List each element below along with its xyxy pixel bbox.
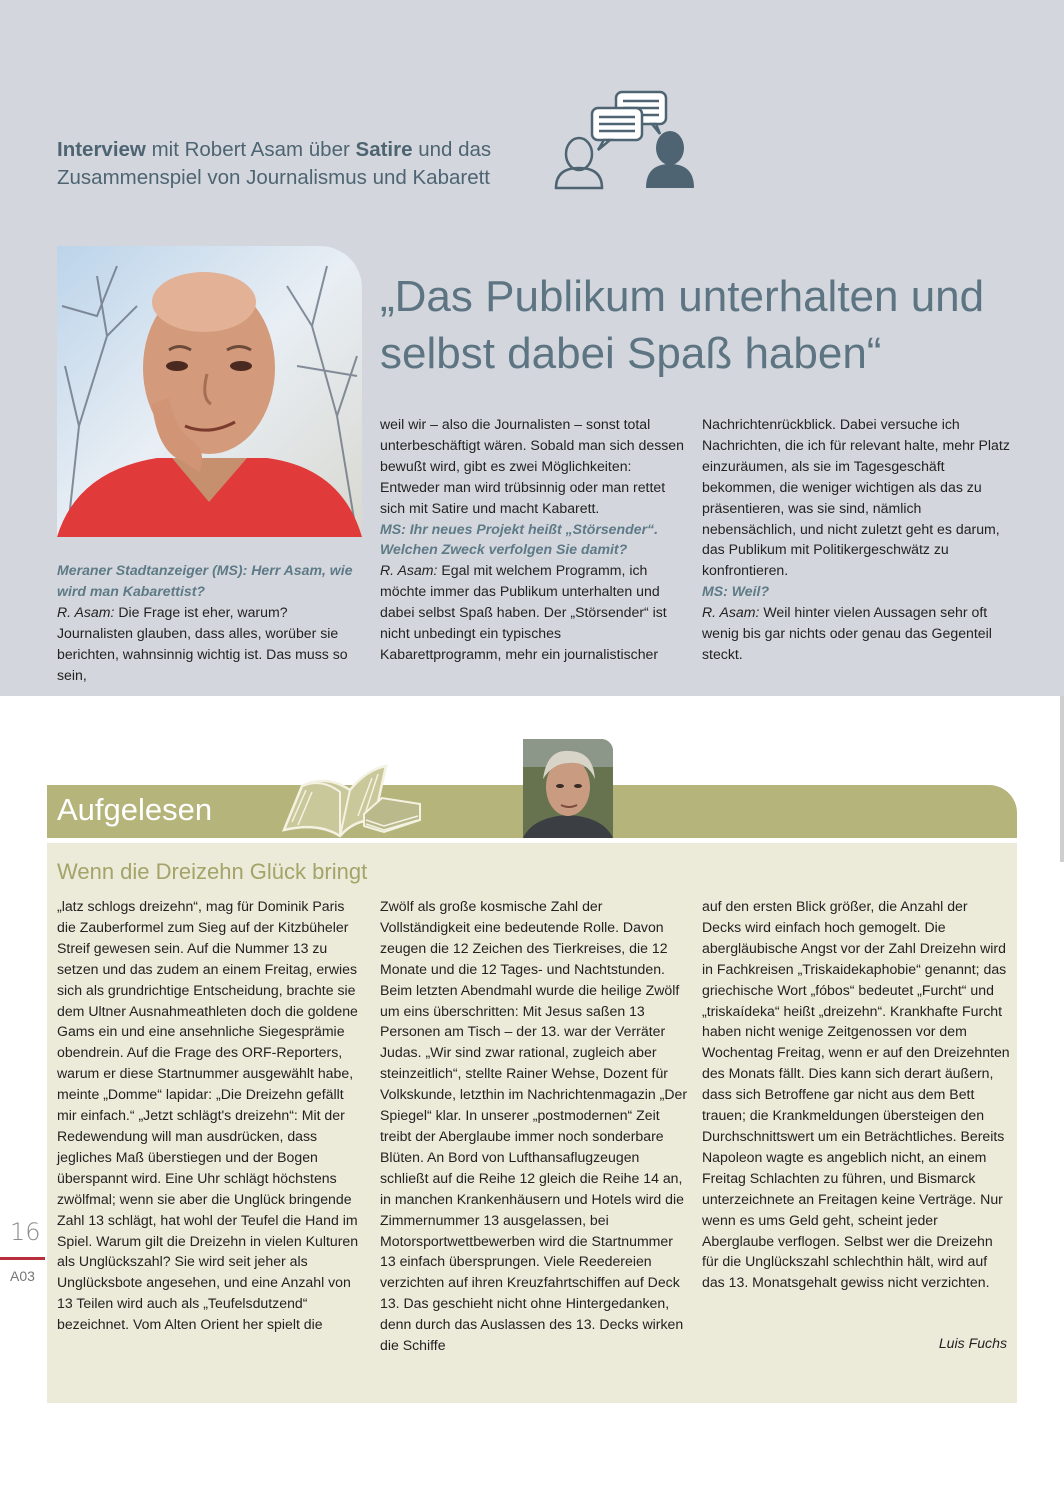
intro-bold-satire: Satire (355, 138, 413, 161)
answer-3-text: Weil hinter vielen Aussagen sehr oft wenig bis gar nichts oder genau das Gegenteil steckt. (702, 604, 992, 662)
article-column-1: „latz schlogs dreizehn“, mag für Dominik Paris die Zauberformel zum Sieg auf der Kitzbüheler Streif gewesen sein. Auf die Nummer 13 zu setzen und das zudem an einem Freitag, erwies sich als grundrichtige Entscheidung, brachte sie dem Ultner Ausnahmeathleten doch die goldene Gams ein und eine ansehnliche Siegesprämie obendrein. Auf die Frage des ORF-Reporters, warum er diese Startnummer ausgewählt habe, meinte „Domme“ lapidar: „Die Dreizehn gefällt mir einfach.“ „Jetzt schlägt's dreizehn“: Mit der Redewendung will man ausdrücken, dass jegliches Maß überstiegen und der Bogen überspannt wird. Eine Uhr schlägt höchstens zwölfmal; wenn sie aber die Unglück bringende Zahl 13 schlägt, hat wohl der Teufel die Hand im Spiel. Warum gilt die Dreizehn in vielen Kulturen als Unglückszahl? Sie wird seit jeher als Unglücksbote angesehen, und eine Anzahl von 13 Teilen wird auch als „Teufelsdutzend“ bezeichnet. Vom Alten Orient her spielt die (57, 898, 359, 1333)
portrait-photo-author (523, 739, 613, 838)
headline-line-2: selbst dabei Spaß haben“ (380, 329, 882, 378)
article-column-3: auf den ersten Blick größer, die Anzahl der Decks wird einfach hoch gemogelt. Die abergläubische Angst vor der Zahl Dreizehn wird in Fachkreisen „Triskaidekaphobie“ genannt; das griechische Wort „fóbos“ bedeutet „Furcht“ und „triskaídeka“ heißt „dreizehn“. Krankhafte Furcht haben nicht wenige Zeitgenossen vor dem Wochentag Freitag, wenn er auf den Dreizehnten des Monats fällt. Dies kann sich derart äußern, dass sich Betroffene gar nicht aus dem Bett trauen; die Krankmeldungen übersteigen den Durchschnittswert um ein Beträchtliches. Bereits Napoleon wagte es angeblich nicht, an einem Freitag Schlachten zu führen, und Bismarck unterzeichnete an Freitagen keine Verträge. Nur wenn es ums Geld geht, scheint jeder Aberglaube verflogen. Selbst wer die Dreizehn für die Unglückszahl schlechthin hält, wird auf das 13. Monatsgehalt gewiss nicht verzichten. (702, 898, 1010, 1291)
answer-1 (57, 602, 363, 686)
headline-line-1: „Das Publikum unterhalten und (380, 272, 985, 321)
answer-2-continued: Nachrichtenrückblick. Dabei versuche ich Nachrichten, die ich für relevant halte, mehr Platz einzuräumen, als sie im Tagesgeschäft bekommen, die weniger wichtigen als das zu präsentieren, was sie sind, nämlich nebensächlich, und nicht zuletzt geht es darum, das Publikum mit Politikergeschwätz zu konfrontieren. (702, 416, 1010, 579)
speaker-label: R. Asam: (57, 603, 115, 620)
portrait-photo-robert-asam (57, 246, 362, 537)
answer-2-text: Egal mit welchem Programm, ich möchte immer das Publikum unterhalten und dabei selbst Spaß haben. Der „Störsender“ ist nicht unbedingt ein typisches Kabarettprogramm, mehr ein journalistischer (380, 562, 667, 662)
interview-column-2 (380, 414, 686, 665)
page-number: 16 (10, 1218, 41, 1246)
chat-people-icon (552, 90, 700, 192)
intro-bold-interview: Interview (57, 138, 146, 161)
section-code: A03 (10, 1268, 35, 1284)
open-book-icon (278, 762, 426, 840)
intro-text-1: mit Robert Asam über (145, 138, 356, 161)
answer-1-text: Die Frage ist eher, warum? Journalisten glauben, dass alles, worüber sie berichten, wahnsinnig wichtig ist. Das muss so sein, (57, 603, 348, 683)
question-3: MS: Weil? (702, 583, 770, 600)
question-1: Meraner Stadtanzeiger (MS): Herr Asam, wie wird man Kabarettist? (57, 562, 353, 599)
answer-1-continued: weil wir – also die Journalisten – sonst total unterbeschäftigt wären. Sobald man sich dessen bewußt wird, gibt es zwei Möglichkeiten: Entweder man wird trübsinnig oder man rettet sich mit Satire und macht Kabarett. (380, 416, 684, 516)
intro-text-2: und das Zusammenspiel von Journalismus und Kabarett (57, 138, 492, 189)
interview-column-1 (57, 560, 363, 685)
article-author: Luis Fuchs (938, 1335, 1007, 1351)
article-subtitle: Wenn die Dreizehn Glück bringt (57, 859, 368, 884)
speaker-label: R. Asam: (702, 604, 760, 621)
answer-3 (702, 602, 1012, 665)
answer-2 (380, 560, 686, 665)
question-2: MS: Ihr neues Projekt heißt „Störsender“. Welchen Zweck verfolgen Sie damit? (380, 520, 659, 558)
interview-headline (380, 268, 1020, 382)
interview-column-3 (702, 414, 1012, 665)
page-edge-shadow (1060, 696, 1064, 862)
interview-intro (57, 136, 557, 192)
speaker-label: R. Asam: (380, 562, 438, 579)
aufgelesen-title: Aufgelesen (57, 792, 213, 827)
article-column-2: Zwölf als große kosmische Zahl der Vollständigkeit eine bedeutende Rolle. Davon zeugen die 12 Zeichen des Tierkreises, die 12 Monate und die 12 Tages- und Nachtstunden. Beim letzten Abendmahl wurde die heilige Zwölf um eins überschritten: Mit Jesus saßen 13 Personen am Tisch – der 13. war der Verräter Judas. „Wir sind zwar rational, zugleich aber steinzeitlich“, stellte Rainer Wehse, Dozent für Volkskunde, letzthin im Nachrichtenmagazin „Der Spiegel“ klar. In unserer „postmodernen“ Zeit treibt der Aberglaube immer noch sonderbare Blüten. An Bord von Lufthansaflugzeugen schließt auf die Reihe 12 gleich die Reihe 14 an, in manchen Krankenhäusern und Hotels wird die Zimmernummer 13 ausgelassen, bei Motorsportwettbewerben wird die Startnummer 13 einfach übersprungen. Viele Reedereien verzichten auf ihren Kreuzfahrtschiffen auf Deck 13. Das geschieht nicht ohne Hintergedanken, denn durch das Auslassen des 13. Decks wirken die Schiffe (380, 898, 688, 1354)
page-number-divider (0, 1257, 45, 1260)
